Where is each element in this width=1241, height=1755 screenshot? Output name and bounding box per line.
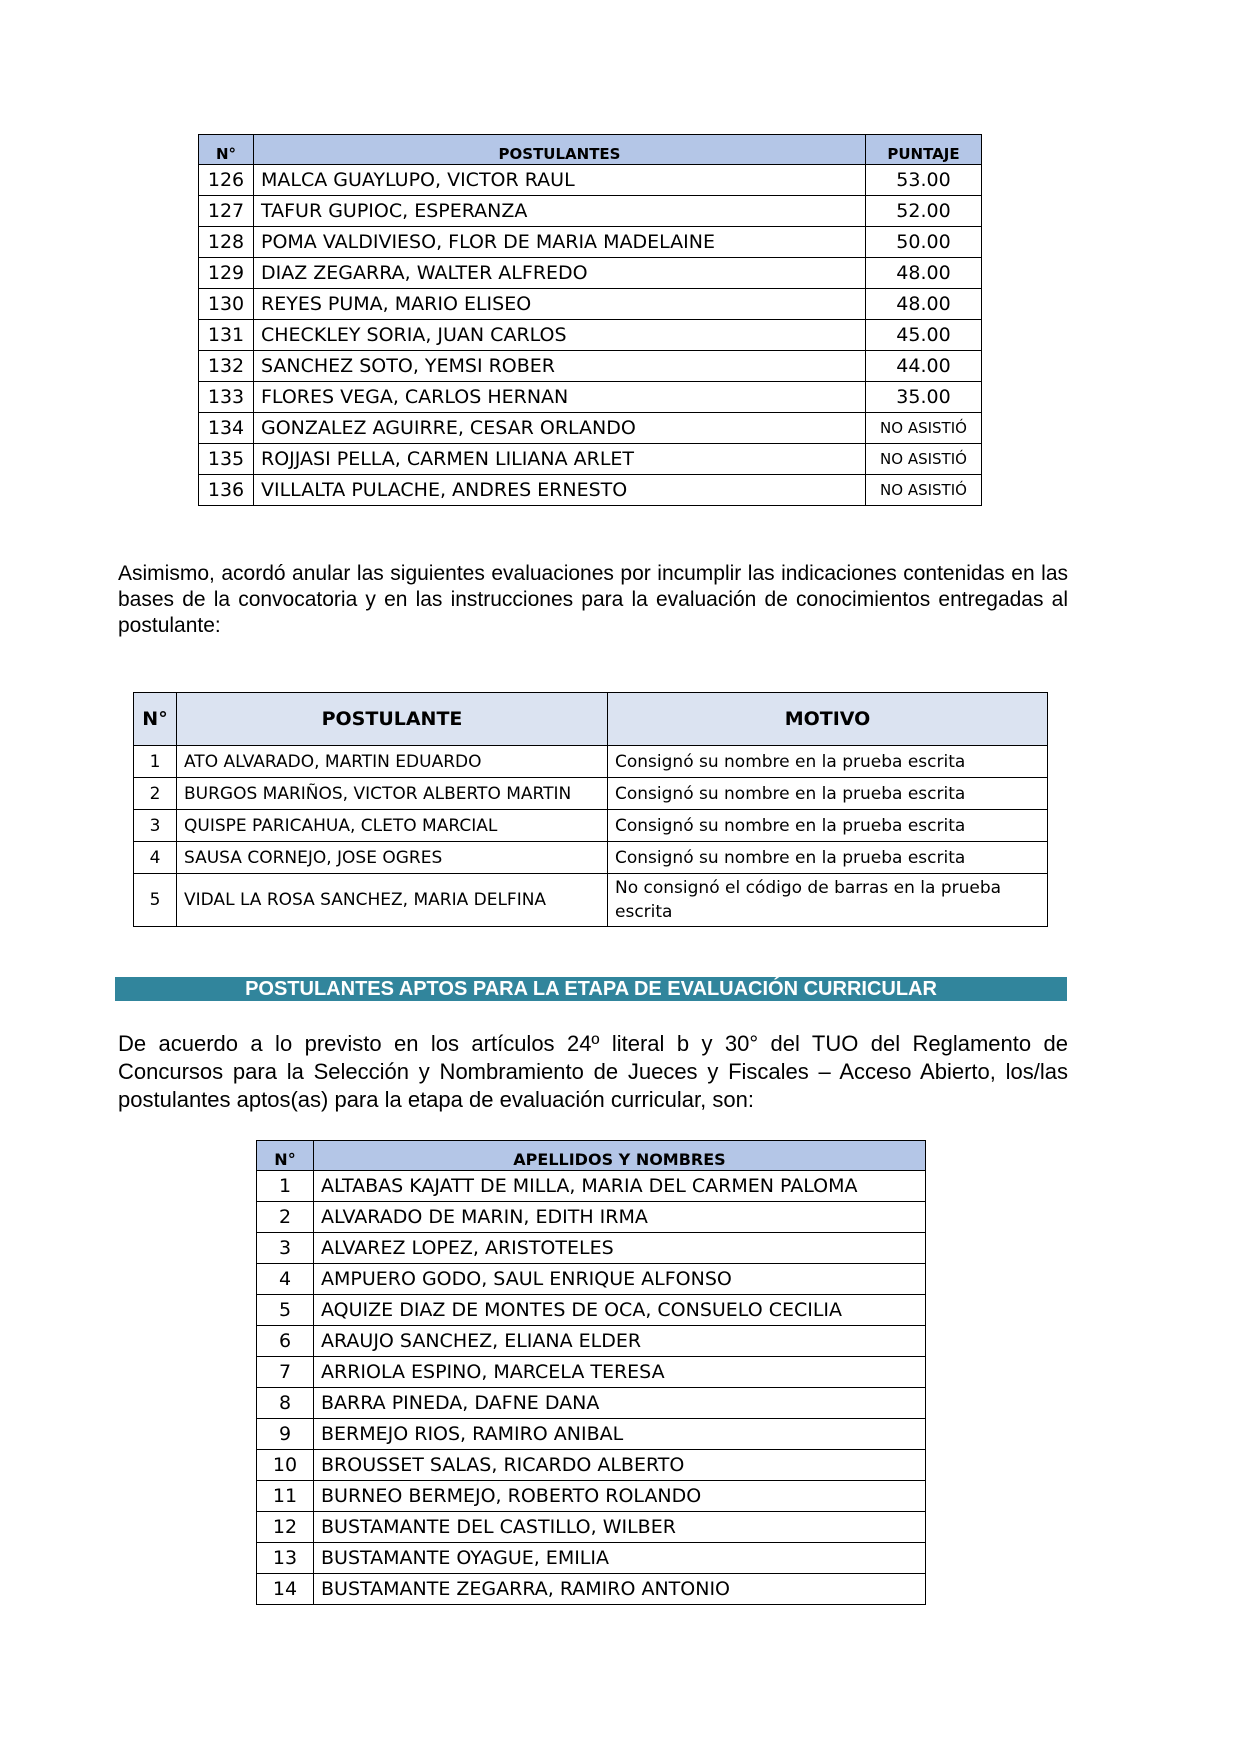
applicant-name: DIAZ ZEGARRA, WALTER ALFREDO (254, 258, 866, 289)
applicant-name: ALTABAS KAJATT DE MILLA, MARIA DEL CARMEN PALOMA (314, 1171, 926, 1202)
row-number: 1 (257, 1171, 314, 1202)
table-row (257, 1171, 926, 1202)
score: 48.00 (866, 289, 982, 320)
applicant-name: AQUIZE DIAZ DE MONTES DE OCA, CONSUELO CECILIA (314, 1295, 926, 1326)
score: 53.00 (866, 165, 982, 196)
row-number: 4 (134, 842, 177, 874)
table-row (257, 1357, 926, 1388)
table-row (257, 1450, 926, 1481)
applicant-name: BARRA PINEDA, DAFNE DANA (314, 1388, 926, 1419)
applicant-name: ALVAREZ LOPEZ, ARISTOTELES (314, 1233, 926, 1264)
table-header-row (199, 135, 982, 165)
score: NO ASISTIÓ (866, 475, 982, 506)
applicant-name: POMA VALDIVIESO, FLOR DE MARIA MADELAINE (254, 227, 866, 258)
applicant-name: ARRIOLA ESPINO, MARCELA TERESA (314, 1357, 926, 1388)
table-row (134, 746, 1048, 778)
table-header-row (257, 1141, 926, 1171)
table-row (199, 196, 982, 227)
header-name: APELLIDOS Y NOMBRES (314, 1141, 926, 1171)
row-number: 7 (257, 1357, 314, 1388)
applicant-name: ATO ALVARADO, MARTIN EDUARDO (177, 746, 608, 778)
score: NO ASISTIÓ (866, 413, 982, 444)
table-row (199, 289, 982, 320)
table-row (199, 351, 982, 382)
table-row (199, 258, 982, 289)
applicant-name: BURNEO BERMEJO, ROBERTO ROLANDO (314, 1481, 926, 1512)
row-number: 132 (199, 351, 254, 382)
row-number: 4 (257, 1264, 314, 1295)
annulment-paragraph: Asimismo, acordó anular las siguientes evaluaciones por incumplir las indicaciones contenidas en las bases de la convocatoria y en las instrucciones para la evaluación de conocimientos entregadas al postulante: (118, 562, 1068, 637)
row-number: 10 (257, 1450, 314, 1481)
header-num: N° (257, 1141, 314, 1171)
applicant-name: SANCHEZ SOTO, YEMSI ROBER (254, 351, 866, 382)
applicant-name: BUSTAMANTE ZEGARRA, RAMIRO ANTONIO (314, 1574, 926, 1605)
applicant-name: AMPUERO GODO, SAUL ENRIQUE ALFONSO (314, 1264, 926, 1295)
table-row (257, 1543, 926, 1574)
section-heading: POSTULANTES APTOS PARA LA ETAPA DE EVALUACIÓN CURRICULAR (115, 977, 1067, 1001)
header-num: N° (134, 693, 177, 746)
row-number: 5 (257, 1295, 314, 1326)
score: NO ASISTIÓ (866, 444, 982, 475)
row-number: 5 (134, 874, 177, 927)
table-row (134, 842, 1048, 874)
row-number: 2 (257, 1202, 314, 1233)
row-number: 12 (257, 1512, 314, 1543)
applicant-name: QUISPE PARICAHUA, CLETO MARCIAL (177, 810, 608, 842)
header-score: PUNTAJE (866, 135, 982, 165)
table-row (199, 165, 982, 196)
row-number: 9 (257, 1419, 314, 1450)
score: 48.00 (866, 258, 982, 289)
eligible-table (256, 1140, 926, 1605)
header-name: POSTULANTES (254, 135, 866, 165)
header-name: POSTULANTE (177, 693, 608, 746)
score: 44.00 (866, 351, 982, 382)
row-number: 126 (199, 165, 254, 196)
applicant-name: REYES PUMA, MARIO ELISEO (254, 289, 866, 320)
eligibility-paragraph: De acuerdo a lo previsto en los artículos 24º literal b y 30° del TUO del Reglamento de Concursos para la Selección y Nombramiento de Jueces y Fiscales – Acceso Abierto, los/las postulantes aptos(as) para la etapa de evaluación curricular, son: (118, 1031, 1068, 1112)
table-row (257, 1481, 926, 1512)
applicant-name: SAUSA CORNEJO, JOSE OGRES (177, 842, 608, 874)
scores-table (198, 134, 982, 506)
applicant-name: FLORES VEGA, CARLOS HERNAN (254, 382, 866, 413)
score: 35.00 (866, 382, 982, 413)
applicant-name: VILLALTA PULACHE, ANDRES ERNESTO (254, 475, 866, 506)
table-row (134, 778, 1048, 810)
score: 52.00 (866, 196, 982, 227)
table-row (199, 475, 982, 506)
applicant-name: TAFUR GUPIOC, ESPERANZA (254, 196, 866, 227)
table-row (257, 1264, 926, 1295)
applicant-name: ALVARADO DE MARIN, EDITH IRMA (314, 1202, 926, 1233)
applicant-name: BUSTAMANTE OYAGUE, EMILIA (314, 1543, 926, 1574)
row-number: 2 (134, 778, 177, 810)
table-row (199, 227, 982, 258)
row-number: 129 (199, 258, 254, 289)
table-row (257, 1202, 926, 1233)
row-number: 128 (199, 227, 254, 258)
table-row (199, 382, 982, 413)
applicant-name: BROUSSET SALAS, RICARDO ALBERTO (314, 1450, 926, 1481)
table-row (257, 1295, 926, 1326)
annulment-reason: Consignó su nombre en la prueba escrita (608, 810, 1048, 842)
row-number: 3 (134, 810, 177, 842)
annulled-table (133, 692, 1048, 927)
table-row (257, 1419, 926, 1450)
row-number: 135 (199, 444, 254, 475)
score: 50.00 (866, 227, 982, 258)
table-header-row (134, 693, 1048, 746)
table-row (199, 413, 982, 444)
table-row (134, 874, 1048, 927)
applicant-name: ROJJASI PELLA, CARMEN LILIANA ARLET (254, 444, 866, 475)
applicant-name: CHECKLEY SORIA, JUAN CARLOS (254, 320, 866, 351)
applicant-name: BURGOS MARIÑOS, VICTOR ALBERTO MARTIN (177, 778, 608, 810)
row-number: 131 (199, 320, 254, 351)
applicant-name: GONZALEZ AGUIRRE, CESAR ORLANDO (254, 413, 866, 444)
annulment-reason: Consignó su nombre en la prueba escrita (608, 746, 1048, 778)
row-number: 127 (199, 196, 254, 227)
row-number: 13 (257, 1543, 314, 1574)
table-row (257, 1388, 926, 1419)
table-row (257, 1512, 926, 1543)
applicant-name: ARAUJO SANCHEZ, ELIANA ELDER (314, 1326, 926, 1357)
row-number: 136 (199, 475, 254, 506)
table-row (134, 810, 1048, 842)
header-num: N° (199, 135, 254, 165)
table-row (257, 1574, 926, 1605)
applicant-name: MALCA GUAYLUPO, VICTOR RAUL (254, 165, 866, 196)
row-number: 133 (199, 382, 254, 413)
row-number: 11 (257, 1481, 314, 1512)
table-row (199, 444, 982, 475)
row-number: 8 (257, 1388, 314, 1419)
row-number: 14 (257, 1574, 314, 1605)
row-number: 3 (257, 1233, 314, 1264)
row-number: 130 (199, 289, 254, 320)
row-number: 134 (199, 413, 254, 444)
annulment-reason: Consignó su nombre en la prueba escrita (608, 778, 1048, 810)
table-row (257, 1233, 926, 1264)
applicant-name: BUSTAMANTE DEL CASTILLO, WILBER (314, 1512, 926, 1543)
row-number: 6 (257, 1326, 314, 1357)
table-row (199, 320, 982, 351)
header-reason: MOTIVO (608, 693, 1048, 746)
annulment-reason: No consignó el código de barras en la prueba escrita (608, 874, 1048, 927)
row-number: 1 (134, 746, 177, 778)
annulment-reason: Consignó su nombre en la prueba escrita (608, 842, 1048, 874)
applicant-name: VIDAL LA ROSA SANCHEZ, MARIA DELFINA (177, 874, 608, 927)
applicant-name: BERMEJO RIOS, RAMIRO ANIBAL (314, 1419, 926, 1450)
table-row (257, 1326, 926, 1357)
score: 45.00 (866, 320, 982, 351)
